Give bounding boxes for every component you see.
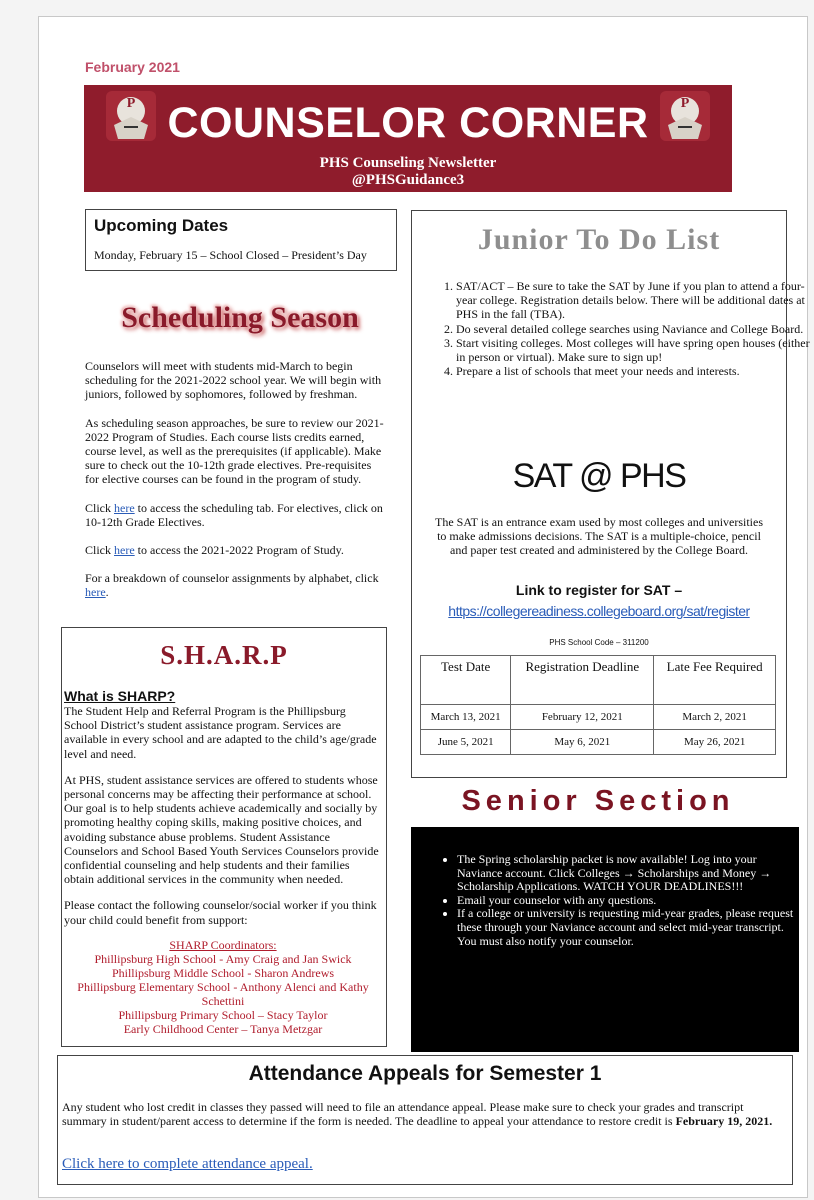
sharp-paragraph: At PHS, student assistance services are offered to students whose personal concerns may be affecting their performance at school. Our goal is to help students achieve academically and socially by promoting healthy coping skills, making positive choices, and avoiding substance abuse problems. Student Assistance Counselors and School Based Youth Services Counselors provide confidential counseling and help students and their families obtain additional services in the community when needed.: [64, 772, 379, 887]
coordinator-item: Phillipsburg Middle School - Sharon Andrews: [111, 966, 335, 980]
junior-todo-box: [411, 210, 810, 778]
list-item: 4. Prepare a list of schools that meet your needs and interests.: [456, 364, 810, 378]
svg-text:P: P: [126, 96, 136, 111]
list-item: 2. Do several detailed college searches using Naviance and College Board.: [456, 322, 810, 336]
senior-list: [437, 853, 802, 948]
attendance-appeal-link[interactable]: Click here to complete attendance appeal.: [62, 1156, 313, 1172]
issue-date: February 2021: [85, 59, 180, 75]
sharp-paragraph: The Student Help and Referral Program is the Phillipsburg School District’s student assistance program. Services are available in every school and are adapted to the child’s age/grade level and need.: [64, 704, 377, 761]
column-header: Late Fee Required: [654, 656, 776, 705]
coordinator-item: Phillipsburg Primary School – Stacy Taylor: [118, 1008, 328, 1022]
scheduling-paragraph: For a breakdown of counselor assignments by alphabet, click here.: [85, 571, 379, 600]
sat-register-link[interactable]: https://collegereadiness.collegeboard.org/sat/register: [448, 603, 750, 619]
school-code: PHS School Code – 311200: [549, 638, 649, 647]
coordinator-item: Phillipsburg High School - Amy Craig and Jan Swick: [94, 952, 352, 966]
list-item: • Email your counselor with any questions.: [457, 894, 802, 908]
svg-text:P: P: [680, 96, 690, 111]
twitter-handle: @PHSGuidance3: [351, 172, 465, 188]
coordinator-item: Early Childhood Center – Tanya Metzgar: [123, 1022, 323, 1036]
newsletter-subtitle: [84, 155, 732, 189]
attendance-body: Any student who lost credit in classes they passed will need to file an attendance appeal. Please make sure to check your grades and transcript summary in student/parent access to determine if the form is needed. The deadline to appeal your attendance to restore credit is February 19, 2021.: [62, 1100, 773, 1129]
table-cell: February 12, 2021: [511, 705, 654, 730]
list-item: 1. SAT/ACT – Be sure to take the SAT by June if you plan to attend a four-year college. Registration details below. There will be additional dates at PHS in the fall (TBA).: [456, 279, 810, 322]
sat-title: SAT @ PHS: [512, 457, 686, 495]
scheduling-paragraph: Click here to access the scheduling tab. For electives, click on 10-12th Grade Electives.: [85, 500, 383, 529]
column-header: Registration Deadline: [511, 656, 654, 705]
scheduling-paragraph: Click here to access the 2021-2022 Program of Study.: [85, 543, 344, 558]
table-cell: March 2, 2021: [654, 705, 776, 730]
scheduling-paragraph: Counselors will meet with students mid-March to begin scheduling for the 2021-2022 school year. We will begin with juniors, followed by sophomores, followed by freshman.: [85, 359, 382, 402]
attendance-title: Attendance Appeals for Semester 1: [248, 1062, 602, 1085]
sat-dates-table: [420, 655, 776, 755]
counselor-assignments-link[interactable]: here: [85, 585, 106, 600]
coordinators-heading: SHARP Coordinators:: [169, 938, 277, 952]
scheduling-paragraph: As scheduling season approaches, be sure to review our 2021-2022 Program of Studies. Each course lists credits earned, course level, as well as the prerequisites (if applicable). Make sure to check out the 10-12th grade electives. Pre-requisites for elective courses can be found in the program of study.: [85, 415, 384, 487]
sharp-title: S.H.A.R.P: [160, 640, 288, 670]
header-banner: [84, 85, 732, 192]
upcoming-dates-heading: Upcoming Dates: [94, 216, 229, 235]
newsletter-title: COUNSELOR CORNER: [167, 99, 649, 147]
table-cell: June 5, 2021: [421, 730, 511, 755]
sharp-body: [64, 704, 382, 939]
sat-description: The SAT is an entrance exam used by most colleges and universities to make admissions decisions. The SAT is a multiple-choice, pencil and paper test created and administered by the College Board.: [434, 515, 764, 558]
sharp-box: [61, 627, 387, 1047]
subtitle-text: PHS Counseling Newsletter: [319, 155, 497, 171]
sharp-coordinators: [64, 938, 382, 1036]
coordinator-item: Phillipsburg Elementary School - Anthony Alenci and Kathy Schettini: [77, 980, 369, 1008]
table-row: [421, 705, 776, 730]
upcoming-date-item: Monday, February 15 – School Closed – President’s Day: [94, 248, 367, 262]
upcoming-dates-box: [85, 209, 397, 271]
sat-link-label: Link to register for SAT –: [515, 582, 683, 598]
junior-todo-title: Junior To Do List: [477, 223, 721, 256]
list-item: • If a college or university is requesting mid-year grades, please request these through your Naviance account and select mid-year transcript. You must also notify your counselor.: [457, 907, 802, 948]
table-row: [421, 730, 776, 755]
scheduling-body: [85, 359, 387, 614]
table-cell: March 13, 2021: [421, 705, 511, 730]
table-header-row: [421, 656, 776, 705]
program-of-study-link[interactable]: here: [114, 543, 135, 558]
list-item: 3. Start visiting colleges. Most colleges will have spring open houses (either in person or virtual). Make sure to sign up!: [456, 336, 810, 364]
senior-section-box: [411, 827, 799, 1052]
sharp-paragraph: Please contact the following counselor/social worker if you think your child could benefit from support:: [64, 898, 377, 927]
column-header: Test Date: [421, 656, 511, 705]
senior-section-title: Senior Section: [461, 785, 735, 817]
newsletter-page: [38, 16, 808, 1198]
sharp-subheading: What is SHARP?: [64, 688, 176, 704]
table-cell: May 6, 2021: [511, 730, 654, 755]
scheduling-season-title: Scheduling Season: [121, 301, 359, 334]
list-item: • The Spring scholarship packet is now available! Log into your Naviance account. Click Colleges → Scholarships and Money → Scholarship Applications. WATCH YOUR DEADLINES!!!: [457, 853, 802, 894]
attendance-appeals-box: [57, 1055, 793, 1185]
junior-todo-list: [420, 279, 810, 378]
table-cell: May 26, 2021: [654, 730, 776, 755]
scheduling-tab-link[interactable]: here: [114, 500, 135, 515]
attendance-deadline: February 19, 2021.: [675, 1114, 773, 1129]
